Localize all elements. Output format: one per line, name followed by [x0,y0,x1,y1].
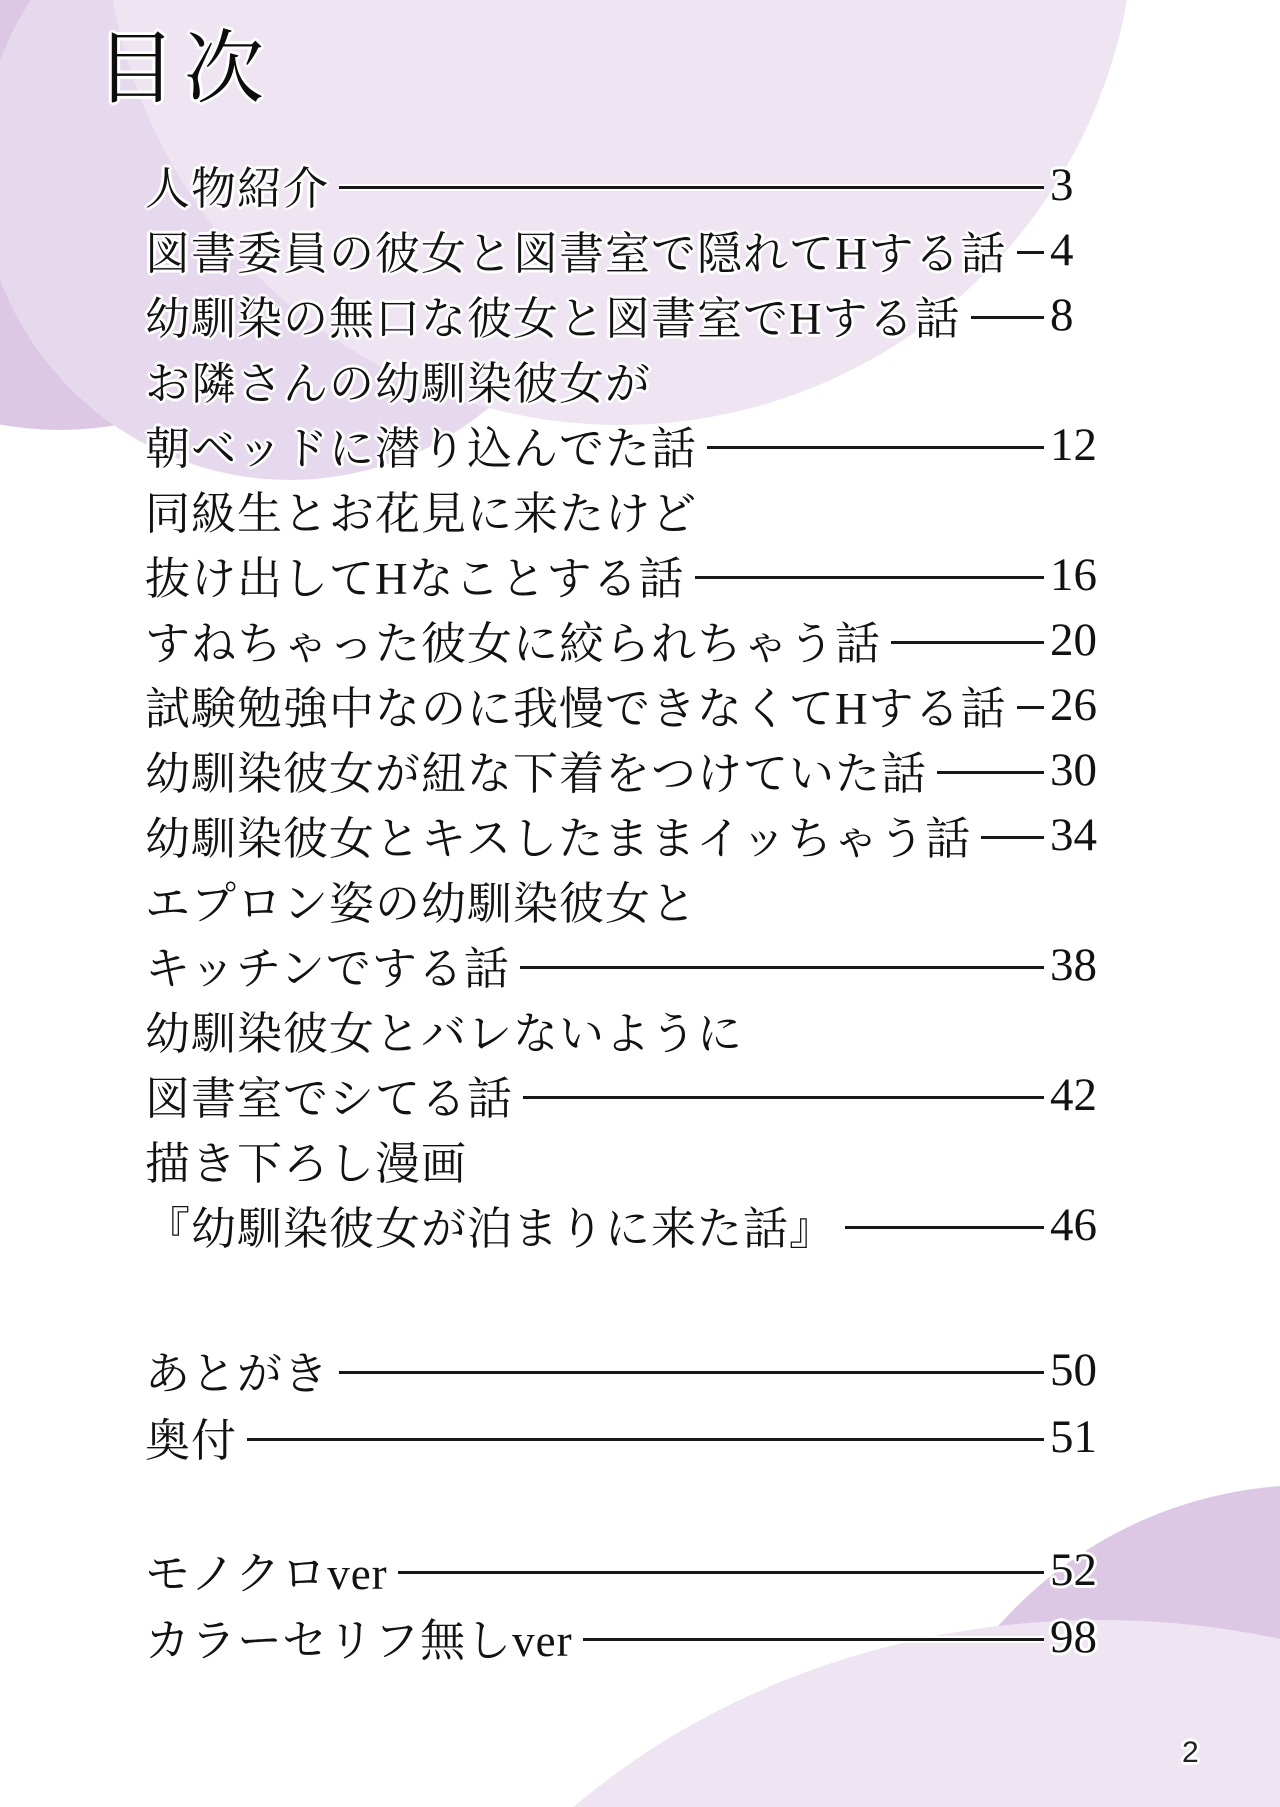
toc-row [145,347,1155,412]
toc-page-number: 98 [1050,1610,1097,1663]
toc-entry-title: 幼馴染の無口な彼女と図書室でHする話 [145,294,961,344]
toc-entry-title: 幼馴染彼女とバレないように [145,1009,744,1059]
toc-entry-title: すねちゃった彼女に絞られちゃう話 [145,619,882,669]
toc-row [145,1062,1155,1127]
toc-main-list [145,152,1155,1257]
corner-page-number: 2 [1182,1736,1199,1769]
toc-versions-list [145,1536,1155,1670]
leader-line [520,966,1044,969]
leader-line [707,446,1044,449]
toc-entry-title: モノクロver [145,1549,388,1599]
leader-line [523,1096,1044,1099]
toc-row [145,672,1155,737]
toc-entry-title: 『幼馴染彼女が泊まりに来た話』 [145,1204,836,1254]
toc-entry-title: 描き下ろし漫画 [145,1139,468,1189]
toc-row [145,1336,1155,1403]
leader-line [1017,706,1045,709]
toc-page-number: 38 [1050,938,1097,991]
toc-entry-title: あとがき [145,1349,330,1399]
toc-row [145,932,1155,997]
toc-entry-title: エプロン姿の幼馴染彼女と [145,879,698,929]
toc-entry-title: キッチンでする話 [145,944,510,994]
toc-entry-title: 幼馴染彼女が紐な下着をつけていた話 [145,749,928,799]
toc-entry-title: 朝ベッドに潜り込んでた話 [145,424,698,474]
toc-row [145,282,1155,347]
leader-line [583,1638,1044,1641]
leader-line [398,1571,1044,1574]
toc-row [145,1127,1155,1192]
leader-line [981,836,1044,839]
toc-page-number: 34 [1050,808,1097,861]
toc-row [145,217,1155,282]
toc-row [145,1536,1155,1603]
leader-line [339,186,1044,189]
toc-page-number: 20 [1050,613,1097,666]
toc-row [145,412,1155,477]
toc-page-number: 52 [1050,1543,1097,1596]
toc-page-number: 51 [1050,1410,1097,1463]
leader-line [339,1371,1044,1374]
toc-entry-title: 抜け出してHなことする話 [145,554,685,604]
toc-page-number: 12 [1050,418,1097,471]
leader-line [695,576,1045,579]
toc-row [145,1603,1155,1670]
toc-entry-title: 幼馴染彼女とキスしたままイッちゃう話 [145,814,972,864]
toc-row [145,802,1155,867]
leader-line [1017,251,1045,254]
toc-page-number: 50 [1050,1343,1097,1396]
toc-page-number: 4 [1050,223,1074,276]
toc-page-number: 3 [1050,158,1074,211]
toc-page-number: 16 [1050,548,1097,601]
page-title: 目次 [96,26,272,114]
leader-line [247,1438,1044,1441]
toc-entry-title: カラーセリフ無しver [145,1616,573,1666]
toc-row [145,1403,1155,1470]
toc-page-number: 26 [1050,678,1097,731]
toc-entry-title: 奥付 [145,1416,238,1466]
toc-page-number: 42 [1050,1068,1097,1121]
leader-line [845,1226,1044,1229]
toc-row [145,867,1155,932]
toc-row [145,1192,1155,1257]
toc-row [145,997,1155,1062]
toc-back-matter-list [145,1336,1155,1470]
toc-entry-title: 図書室でシてる話 [145,1074,514,1124]
toc-page-number: 8 [1050,288,1074,341]
toc-row [145,477,1155,542]
toc-row [145,607,1155,672]
toc-entry-title: お隣さんの幼馴染彼女が [145,359,652,409]
toc-entry-title: 図書委員の彼女と図書室で隠れてHする話 [145,229,1007,279]
leader-line [891,641,1044,644]
toc-entry-title: 試験勉強中なのに我慢できなくてHする話 [145,684,1007,734]
toc-entry-title: 人物紹介 [145,164,330,214]
leader-line [937,771,1044,774]
toc-row [145,542,1155,607]
toc-row [145,152,1155,217]
toc-page-number: 30 [1050,743,1097,796]
toc-page-number: 46 [1050,1198,1097,1251]
toc-entry-title: 同級生とお花見に来たけど [145,489,698,539]
leader-line [971,316,1045,319]
toc-row [145,737,1155,802]
